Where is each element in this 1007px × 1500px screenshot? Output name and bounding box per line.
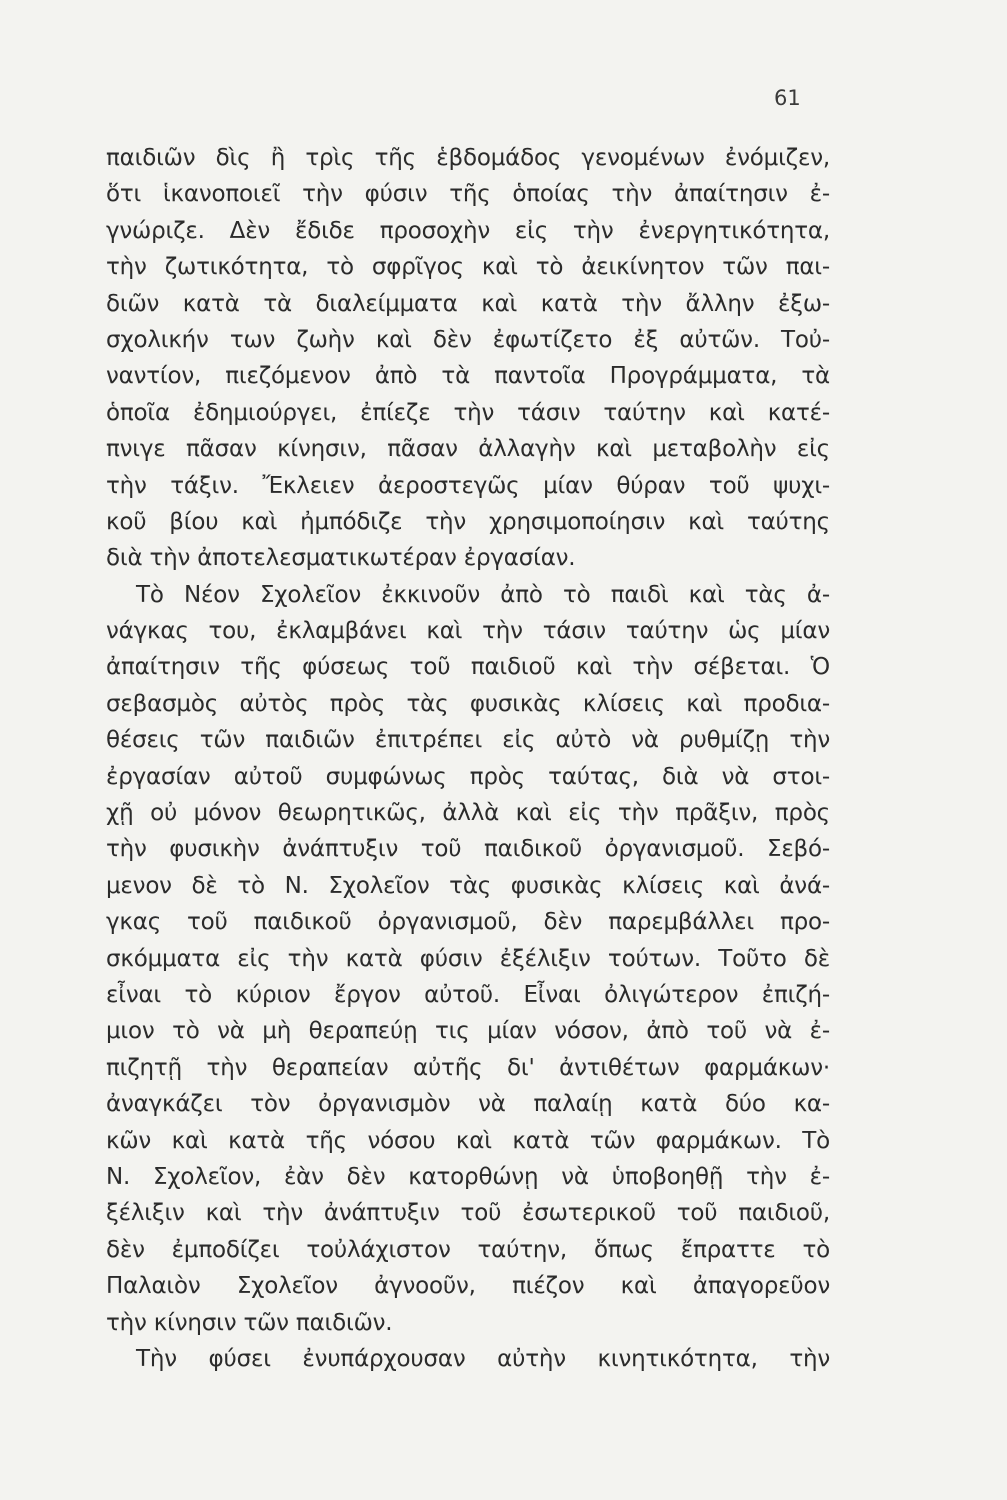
text-line: ξέλιξιν καὶ τὴν ἀνάπτυξιν τοῦ ἐσωτερικοῦ τοῦ παιδιοῦ,	[106, 1200, 830, 1227]
text-line: μιον τὸ νὰ μὴ θεραπεύῃ τις μίαν νόσον, ἀπὸ τοῦ νὰ ἐ-	[106, 1018, 830, 1045]
text-line: πνιγε πᾶσαν κίνησιν, πᾶσαν ἀλλαγὴν καὶ μεταβολὴν εἰς	[106, 436, 830, 463]
text-line: τὴν κίνησιν τῶν παιδιῶν.	[106, 1309, 393, 1336]
text-line: ὅτι ἱκανοποιεῖ τὴν φύσιν τῆς ὁποίας τὴν ἀπαίτησιν ἐ-	[106, 181, 830, 208]
text-line: θέσεις τῶν παιδιῶν ἐπιτρέπει εἰς αὐτὸ νὰ ρυθμίζῃ τὴν	[106, 727, 830, 754]
text-line: πιζητῇ τὴν θεραπείαν αὐτῆς δι' ἀντιθέτων φαρμάκων·	[106, 1054, 830, 1081]
text-line: εἶναι τὸ κύριον ἔργον αὐτοῦ. Εἶναι ὀλιγώτερον ἐπιζή-	[106, 981, 830, 1008]
page-number: 61	[774, 86, 801, 110]
text-line: κῶν καὶ κατὰ τῆς νόσου καὶ κατὰ τῶν φαρμάκων. Τὸ	[106, 1127, 830, 1154]
text-line: τὴν τάξιν. Ἔκλειεν ἀεροστεγῶς μίαν θύραν τοῦ ψυχι-	[106, 472, 830, 499]
body-text	[106, 140, 830, 1377]
paragraph	[106, 1341, 830, 1377]
text-line: χῇ οὐ μόνον θεωρητικῶς, ἀλλὰ καὶ εἰς τὴν πρᾶξιν, πρὸς	[106, 800, 830, 827]
text-line: ὁποῖα ἐδημιούργει, ἐπίεζε τὴν τάσιν ταύτην καὶ κατέ-	[106, 399, 830, 426]
text-line: δὲν ἐμποδίζει τοὐλάχιστον ταύτην, ὅπως ἔπραττε τὸ	[106, 1236, 830, 1263]
text-line: ναντίον, πιεζόμενον ἀπὸ τὰ παντοῖα Προγράμματα, τὰ	[106, 363, 830, 390]
text-line: Ν. Σχολεῖον, ἐὰν δὲν κατορθώνῃ νὰ ὑποβοηθῇ τὴν ἐ-	[106, 1163, 830, 1190]
text-line: παιδιῶν δὶς ἢ τρὶς τῆς ἑβδομάδος γενομένων ἐνόμιζεν,	[106, 145, 830, 171]
paragraph	[106, 577, 830, 1341]
text-line: σεβασμὸς αὐτὸς πρὸς τὰς φυσικὰς κλίσεις καὶ προδια-	[106, 690, 830, 717]
text-line: διῶν κατὰ τὰ διαλείμματα καὶ κατὰ τὴν ἄλλην ἐξω-	[106, 290, 830, 317]
paragraph	[106, 140, 830, 577]
text-line: διὰ τὴν ἀποτελεσματικωτέραν ἐργασίαν.	[106, 545, 576, 572]
text-line: σχολικήν των ζωὴν καὶ δὲν ἐφωτίζετο ἐξ αὐτῶν. Τοὐ-	[106, 326, 830, 353]
text-line: μενον δὲ τὸ Ν. Σχολεῖον τὰς φυσικὰς κλίσεις καὶ ἀνά-	[106, 872, 830, 899]
text-line: νάγκας του, ἐκλαμβάνει καὶ τὴν τάσιν ταύτην ὡς μίαν	[106, 618, 830, 645]
text-line: Τὸ Νέον Σχολεῖον ἐκκινοῦν ἀπὸ τὸ παιδὶ καὶ τὰς ἀ-	[136, 581, 830, 608]
text-line: ἐργασίαν αὐτοῦ συμφώνως πρὸς ταύτας, διὰ νὰ στοι-	[106, 763, 830, 790]
text-line: ἀπαίτησιν τῆς φύσεως τοῦ παιδιοῦ καὶ τὴν σέβεται. Ὁ	[106, 654, 830, 681]
text-line: κοῦ βίου καὶ ἠμπόδιζε τὴν χρησιμοποίησιν καὶ ταύτης	[106, 508, 830, 535]
text-line: γνώριζε. Δὲν ἔδιδε προσοχὴν εἰς τὴν ἐνεργητικότητα,	[106, 217, 830, 244]
text-line: Τὴν φύσει ἐνυπάρχουσαν αὐτὴν κινητικότητα, τὴν	[136, 1345, 830, 1372]
text-line: τὴν ζωτικότητα, τὸ σφρῖγος καὶ τὸ ἀεικίνητον τῶν παι-	[106, 254, 830, 281]
text-line: γκας τοῦ παιδικοῦ ὀργανισμοῦ, δὲν παρεμβάλλει προ-	[106, 909, 830, 936]
text-line: Παλαιὸν Σχολεῖον ἀγνοοῦν, πιέζον καὶ ἀπαγορεῦον	[106, 1273, 830, 1300]
text-line: σκόμματα εἰς τὴν κατὰ φύσιν ἐξέλιξιν τούτων. Τοῦτο δὲ	[106, 945, 830, 972]
text-line: τὴν φυσικὴν ἀνάπτυξιν τοῦ παιδικοῦ ὀργανισμοῦ. Σεβό-	[106, 836, 830, 863]
text-line: ἀναγκάζει τὸν ὀργανισμὸν νὰ παλαίῃ κατὰ δύο κα-	[106, 1091, 830, 1118]
